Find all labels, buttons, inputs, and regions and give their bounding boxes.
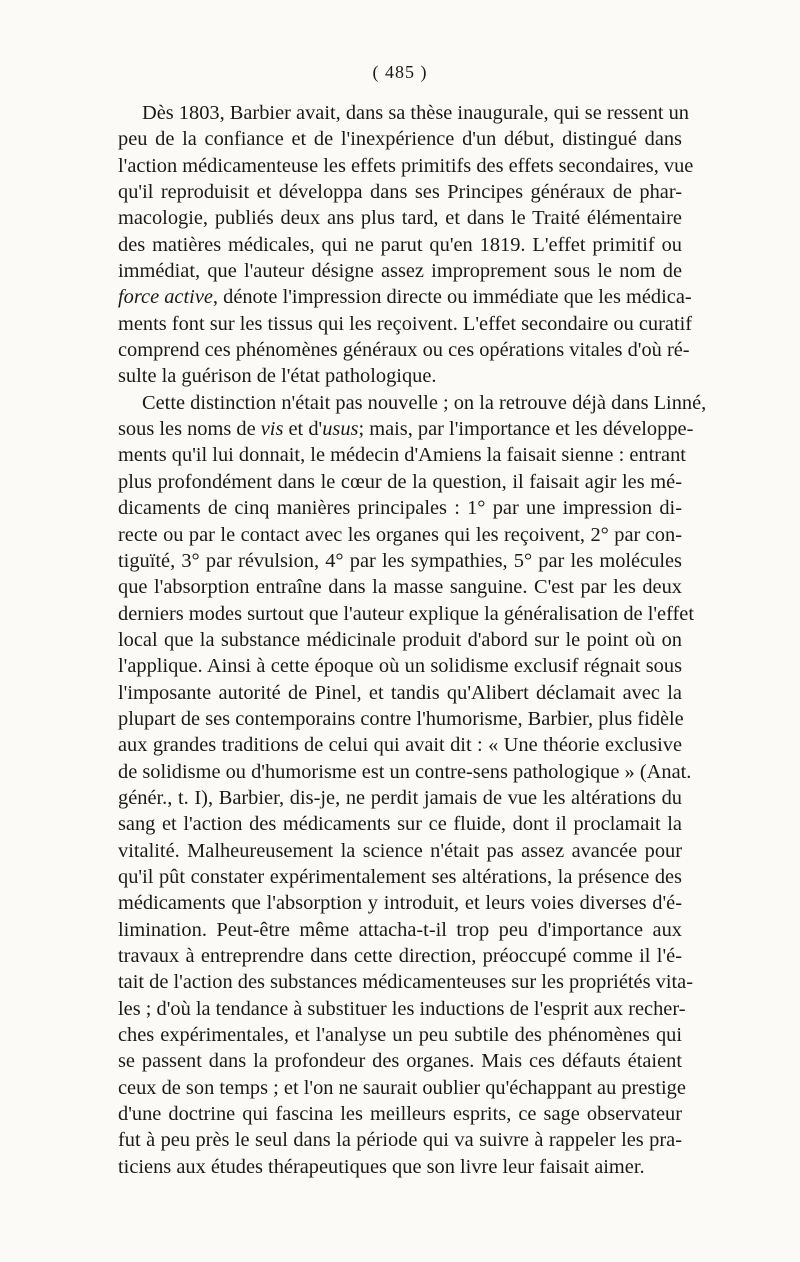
text-line: plus profondément dans le cœur de la question, il faisait agir les mé- <box>118 470 682 493</box>
text-line: force active, dénote l'impression directe ou immédiate que les médica- <box>118 286 692 309</box>
text-line: aux grandes traditions de celui qui avait dit : « Une théorie exclusive <box>118 734 682 757</box>
text-line: dicaments de cinq manières principales : 1° par une impression di- <box>118 497 682 520</box>
text-line: qu'il reproduisit et développa dans ses Principes généraux de phar- <box>118 181 682 204</box>
text-line: l'action médicamenteuse les effets primitifs des effets secondaires, vue <box>118 154 694 177</box>
text-line: macologie, publiés deux ans plus tard, et dans le Traité élémentaire <box>118 207 682 230</box>
text-line: l'imposante autorité de Pinel, et tandis qu'Alibert déclamait avec la <box>118 681 682 704</box>
text-line: médicaments que l'absorption y introduit, et leurs voies diverses d'é- <box>118 892 682 915</box>
text-line: comprend ces phénomènes généraux ou ces opérations vitales d'où ré- <box>118 339 690 362</box>
text-line: peu de la confiance et de l'inexpérience d'un début, distingué dans <box>118 128 682 151</box>
text-line: Cette distinction n'était pas nouvelle ; on la retrouve déjà dans Linné, <box>142 391 707 414</box>
text-line: ceux de son temps ; et l'on ne saurait oublier qu'échappant au prestige <box>118 1076 686 1099</box>
text-line: fut à peu près le seul dans la période qui va suivre à rappeler les pra- <box>118 1129 682 1152</box>
text-line: immédiat, que l'auteur désigne assez improprement sous le nom de <box>118 260 682 283</box>
text-line: limination. Peut-être même attacha-t-il trop peu d'importance aux <box>118 918 682 941</box>
text-line: tait de l'action des substances médicamenteuses sur les propriétés vita- <box>118 971 693 994</box>
text-line: ticiens aux études thérapeutiques que son livre leur faisait aimer. <box>118 1155 645 1178</box>
text-line: qu'il pût constater expérimentalement ses altérations, la présence des <box>118 865 682 888</box>
text-line: sous les noms de vis et d'usus; mais, par l'importance et les développe- <box>118 418 694 441</box>
text-line: local que la substance médicinale produit d'abord sur le point où on <box>118 628 682 651</box>
text-line: ments font sur les tissus qui les reçoivent. L'effet secondaire ou curatif <box>118 312 693 335</box>
text-line: l'applique. Ainsi à cette époque où un solidisme exclusif régnait sous <box>118 655 682 678</box>
page-number: ( 485 ) <box>372 62 428 82</box>
text-line: que l'absorption entraîne dans la masse sanguine. C'est par les deux <box>118 576 682 599</box>
text-line: tiguïté, 3° par révulsion, 4° par les sympathies, 5° par les molécules <box>118 549 682 572</box>
text-line: ches expérimentales, et l'analyse un peu subtile des phénomènes qui <box>118 1024 682 1047</box>
text-line: vitalité. Malheureusement la science n'était pas assez avancée pour <box>118 839 682 862</box>
text-line: ments qu'il lui donnait, le médecin d'Amiens la faisait sienne : entrant <box>118 444 686 467</box>
text-line: recte ou par le contact avec les organes qui les reçoivent, 2° par con- <box>118 523 682 546</box>
paragraph-2 <box>118 390 707 1180</box>
text-line: se passent dans la profondeur des organes. Mais ces défauts étaient <box>118 1050 682 1073</box>
text-line: Dès 1803, Barbier avait, dans sa thèse inaugurale, qui se ressent un <box>142 102 689 124</box>
body-text <box>118 100 707 1180</box>
text-line: de solidisme ou d'humorisme est un contre-sens pathologique » (Anat. <box>118 760 692 783</box>
text-line: génér., t. I), Barbier, dis-je, ne perdit jamais de vue les altérations du <box>118 786 682 809</box>
text-line: d'une doctrine qui fascina les meilleurs esprits, ce sage observateur <box>118 1103 682 1126</box>
text-line: derniers modes surtout que l'auteur explique la généralisation de l'effet <box>118 602 695 625</box>
text-line: les ; d'où la tendance à substituer les inductions de l'esprit aux recher- <box>118 997 686 1020</box>
text-line: sulte la guérison de l'état pathologique. <box>118 365 437 388</box>
paragraph-1 <box>118 100 694 390</box>
text-line: des matières médicales, qui ne parut qu'en 1819. L'effet primitif ou <box>118 233 682 256</box>
text-line: plupart de ses contemporains contre l'humorisme, Barbier, plus fidèle <box>118 707 684 730</box>
text-line: travaux à entreprendre dans cette direction, préoccupé comme il l'é- <box>118 945 682 967</box>
text-line: sang et l'action des médicaments sur ce fluide, dont il proclamait la <box>118 813 682 836</box>
